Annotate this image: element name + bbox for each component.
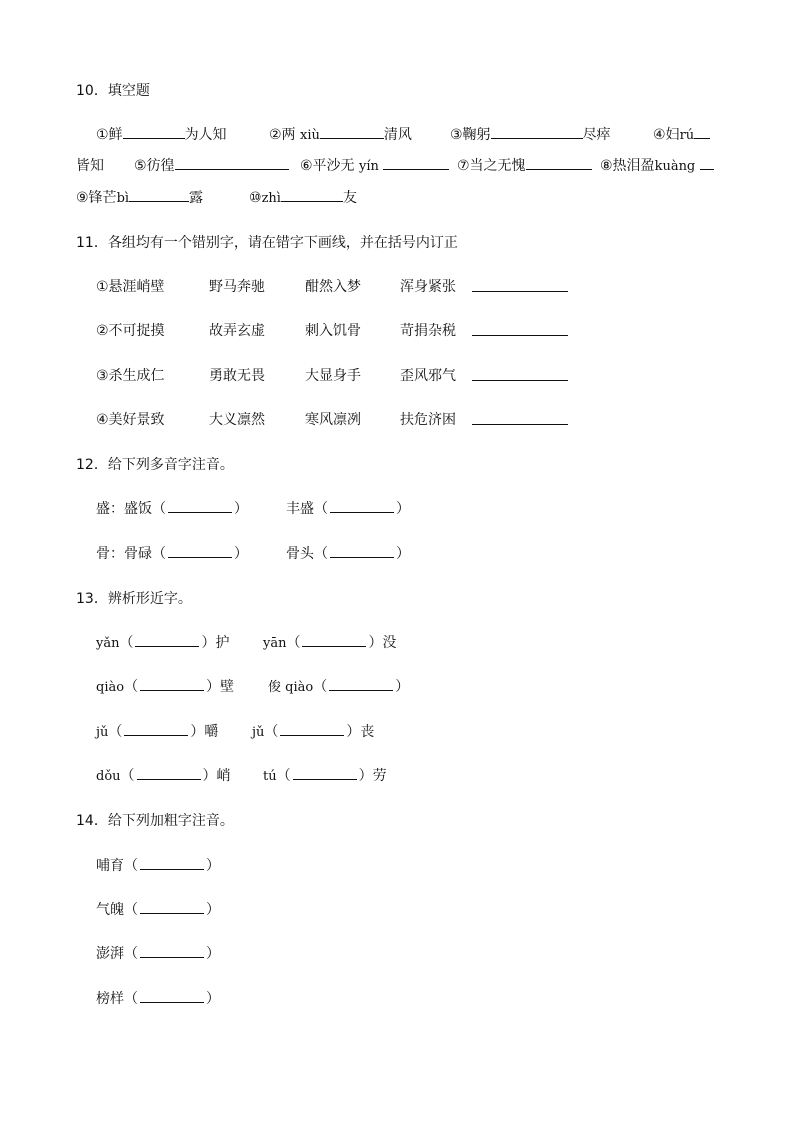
q13-pinyin: yān	[263, 636, 287, 651]
q10-blank-3[interactable]	[491, 124, 583, 139]
q13-item	[268, 676, 409, 699]
q13-blank[interactable]	[135, 632, 199, 647]
q13-blank[interactable]	[280, 721, 344, 736]
q10-item-3	[450, 124, 611, 146]
q12-word: 骨：骨碌（	[96, 546, 166, 562]
q10-blank-4[interactable]	[694, 124, 710, 139]
question-12-title: 12．给下列多音字注音。	[76, 457, 234, 473]
q14-item	[96, 899, 220, 921]
q12-blank[interactable]	[330, 543, 394, 558]
q10-blank-6[interactable]	[383, 155, 449, 170]
q14-close: ）	[206, 858, 220, 874]
q10-item-9	[76, 187, 203, 210]
q13-open: （	[286, 635, 301, 651]
q13-open: （	[264, 724, 279, 740]
q13-open: （	[276, 768, 291, 784]
q12-close: ）	[234, 501, 248, 517]
q12-item	[286, 543, 410, 565]
q14-close: ）	[206, 946, 220, 962]
q13-end: ）壁	[206, 679, 235, 695]
q13-end: ）	[395, 679, 410, 695]
q10-item-6-head: ⑥平沙无	[300, 158, 355, 174]
q10-blank-5[interactable]	[175, 155, 289, 170]
q13-blank[interactable]	[124, 721, 188, 736]
q11-word: 大显身手	[305, 368, 361, 384]
q11-word: 大义凛然	[209, 412, 265, 428]
q13-blank[interactable]	[293, 765, 357, 780]
q14-blank[interactable]	[140, 899, 204, 914]
q10-item-8	[600, 155, 714, 178]
q11-word: 浑身紧张	[400, 279, 456, 295]
q13-pinyin: yǎn	[96, 636, 120, 651]
q11-word: ④美好景致	[96, 412, 165, 428]
q14-close: ）	[206, 991, 220, 1007]
q10-item-4-head: ④妇	[653, 127, 680, 143]
q10-blank-9[interactable]	[129, 187, 189, 202]
q10-item-1-head: ①鲜	[96, 127, 123, 143]
q13-open: （	[313, 679, 328, 695]
q14-blank[interactable]	[140, 988, 204, 1003]
q13-item	[96, 676, 234, 699]
q10-item-7-head: ⑦当之无愧	[457, 158, 526, 174]
q13-end: ）没	[368, 635, 397, 651]
q10-blank-10[interactable]	[281, 187, 343, 202]
q13-blank[interactable]	[137, 765, 201, 780]
q10-item-3-head: ③鞠躬	[450, 127, 491, 143]
q10-item-10-head: ⑩	[249, 190, 262, 206]
q10-item-5-head: ⑤彷徨	[134, 158, 175, 174]
q10-item-10	[249, 187, 357, 210]
q14-blank[interactable]	[140, 855, 204, 870]
q13-end: ）峭	[202, 768, 231, 784]
q12-close: ）	[234, 546, 248, 562]
q11-word: 酣然入梦	[305, 279, 361, 295]
q14-item	[96, 943, 220, 965]
q10-blank-8[interactable]	[700, 155, 714, 170]
q11-answer-blank-1[interactable]	[472, 276, 568, 298]
q10-blank-7[interactable]	[526, 155, 592, 170]
q12-word: 丰盛（	[286, 501, 328, 517]
q14-word: 气魄（	[96, 902, 138, 918]
q13-pinyin: tú	[263, 769, 277, 784]
q13-item	[96, 632, 229, 655]
q13-end: ）嚼	[190, 724, 219, 740]
q12-close: ）	[396, 546, 410, 562]
q13-end: ）丧	[346, 724, 375, 740]
q10-item-4-pinyin: rú	[679, 128, 695, 143]
q10-blank-2[interactable]	[320, 124, 384, 139]
q10-item-4	[653, 124, 710, 147]
q13-blank[interactable]	[302, 632, 366, 647]
q13-open: （	[124, 679, 139, 695]
q13-blank[interactable]	[140, 676, 204, 691]
q13-open: （	[108, 724, 123, 740]
q13-pinyin: 俊 qiào	[268, 680, 314, 695]
q11-word: 野马奔驰	[209, 279, 265, 295]
q11-word: ①悬涯峭壁	[96, 279, 165, 295]
q14-close: ）	[206, 902, 220, 918]
q13-item	[96, 721, 218, 744]
q13-pinyin: dǒu	[96, 769, 121, 784]
q10-item-6-pinyin: yín	[359, 159, 379, 174]
q12-close: ）	[396, 501, 410, 517]
q11-answer-blank-4[interactable]	[472, 409, 568, 431]
q12-blank[interactable]	[330, 498, 394, 513]
q12-word: 骨头（	[286, 546, 328, 562]
q13-item	[252, 721, 374, 744]
q12-word: 盛：盛饭（	[96, 501, 166, 517]
q13-end: ）护	[201, 635, 230, 651]
q11-answer-blank-2[interactable]	[472, 320, 568, 342]
q10-item-9-head: ⑨锋芒	[76, 190, 117, 206]
q13-pinyin: jǔ	[252, 725, 265, 740]
q12-item	[286, 498, 410, 520]
q13-pinyin: qiào	[96, 680, 125, 695]
q10-item-8-head: ⑧热泪盈	[600, 158, 655, 174]
q12-item	[96, 498, 248, 520]
q10-item-1	[96, 124, 227, 146]
q10-item-2-head: ②两	[269, 127, 296, 143]
q10-item-7	[457, 155, 592, 177]
question-10-title: 10．填空题	[76, 83, 150, 99]
q11-word: 寒风凛冽	[305, 412, 361, 428]
q10-item-4-tail: 皆知	[76, 158, 104, 174]
q10-item-2-pinyin: xiù	[300, 128, 320, 143]
q10-blank-1[interactable]	[123, 124, 185, 139]
q13-open: （	[119, 635, 134, 651]
q10-item-3-tail: 尽瘁	[582, 127, 611, 143]
q11-word: 刺入饥骨	[305, 323, 361, 339]
q12-item	[96, 543, 248, 565]
q14-word: 澎湃（	[96, 946, 138, 962]
question-13-title: 13．辨析形近字。	[76, 591, 192, 607]
q10-item-6	[300, 155, 449, 178]
q11-word: 苛捐杂税	[400, 323, 456, 339]
q10-item-1-tail: 为人知	[184, 127, 227, 143]
q11-word: 歪风邪气	[400, 368, 456, 384]
q10-item-9-pinyin: bì	[116, 191, 130, 206]
q11-word: 故弄玄虚	[209, 323, 265, 339]
q13-pinyin: jǔ	[96, 725, 109, 740]
q13-blank[interactable]	[329, 676, 393, 691]
q14-item	[96, 988, 220, 1010]
q11-word: 勇敢无畏	[209, 368, 265, 384]
q14-word: 哺育（	[96, 858, 138, 874]
q10-item-10-tail: 友	[342, 190, 357, 206]
question-11-title: 11．各组均有一个错别字，请在错字下画线，并在括号内订正	[76, 235, 458, 251]
q10-item-5	[134, 155, 289, 177]
q12-blank[interactable]	[168, 543, 232, 558]
q10-item-8-pinyin: kuàng	[654, 159, 696, 174]
q13-item	[263, 765, 387, 788]
q10-item-2	[269, 124, 412, 147]
q14-blank[interactable]	[140, 943, 204, 958]
q13-end: ）劳	[358, 768, 387, 784]
q11-word: 扶危济困	[400, 412, 456, 428]
q11-answer-blank-3[interactable]	[472, 365, 568, 387]
q10-item-10-pinyin: zhì	[261, 191, 281, 206]
q14-item	[96, 855, 220, 877]
q13-open: （	[120, 768, 135, 784]
q13-item	[263, 632, 396, 655]
q10-item-9-tail: 露	[189, 190, 204, 206]
q14-word: 榜样（	[96, 991, 138, 1007]
q11-word: ②不可捉摸	[96, 323, 165, 339]
q13-item	[96, 765, 231, 788]
q12-blank[interactable]	[168, 498, 232, 513]
question-14-title: 14．给下列加粗字注音。	[76, 813, 234, 829]
q10-item-2-tail: 清风	[383, 127, 412, 143]
q11-word: ③杀生成仁	[96, 368, 165, 384]
